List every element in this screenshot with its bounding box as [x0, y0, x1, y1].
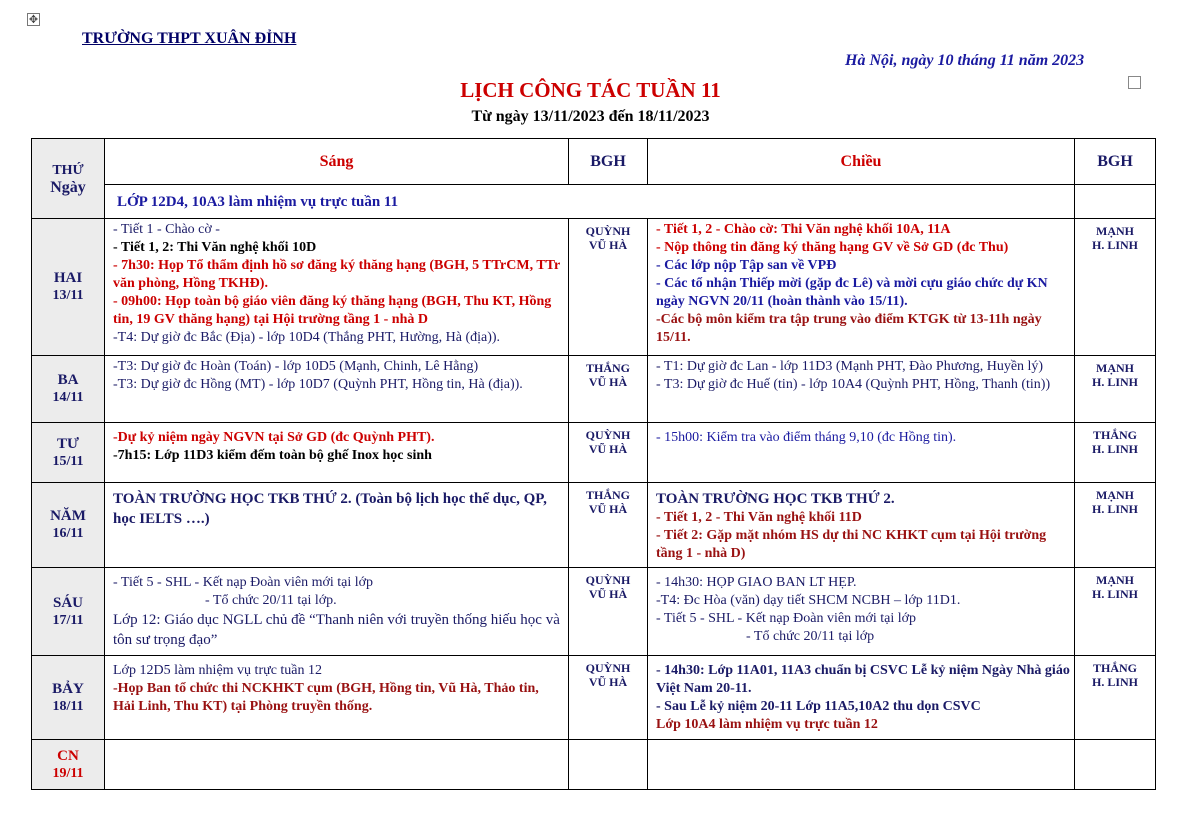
list-item: - Tiết 1, 2 - Thi Văn nghệ khối 11D: [656, 510, 862, 525]
wednesday-bgh-morning: [569, 423, 648, 483]
bgh-name: QUỲNH: [585, 224, 631, 238]
wednesday-bgh-afternoon: [1075, 423, 1156, 483]
list-item: - Tiết 1, 2 - Chào cờ: Thi Văn nghệ khối 10A, 11A: [656, 222, 951, 237]
bgh-name: H. LINH: [1091, 587, 1138, 601]
day-date: 18/11: [52, 698, 84, 714]
day-wednesday: [32, 423, 105, 483]
schedule-table: [31, 138, 1156, 790]
bgh-name: QUỲNH: [585, 573, 631, 587]
friday-afternoon: [648, 568, 1075, 656]
day-name: BA: [57, 372, 79, 388]
day-name: CN: [57, 747, 79, 764]
day-date: 15/11: [52, 453, 84, 469]
sunday-morning: [105, 740, 569, 790]
list-item: -T4: Dự giờ đc Bắc (Địa) - lớp 10D4 (Thắng PHT, Hường, Hà (địa)).: [113, 330, 501, 345]
list-item: Lớp 12D5 làm nhiệm vụ trực tuần 12: [113, 663, 323, 678]
day-name: NĂM: [50, 508, 86, 524]
saturday-bgh-afternoon: [1075, 656, 1156, 740]
day-monday: [32, 219, 105, 356]
list-item: - 15h00: Kiểm tra vào điểm tháng 9,10 (đc Hồng tin).: [656, 430, 957, 445]
bgh-name: THẮNG: [585, 361, 630, 375]
bgh-name: H. LINH: [1091, 238, 1138, 252]
bgh-name: THẮNG: [1092, 428, 1137, 442]
list-item: TOÀN TRƯỜNG HỌC TKB THỨ 2.: [656, 491, 895, 507]
day-date: 19/11: [52, 765, 84, 781]
header-day: [32, 139, 105, 219]
list-item: -7h15: Lớp 11D3 kiểm đếm toàn bộ ghế Inox học sinh: [113, 448, 432, 463]
bgh-name: MẠNH: [1096, 224, 1134, 238]
bgh-name: VŨ HÀ: [588, 502, 628, 516]
monday-afternoon: [648, 219, 1075, 356]
sunday-bgh-morning: [569, 740, 648, 790]
friday-bgh-morning: [569, 568, 648, 656]
list-item: -T3: Dự giờ đc Hồng (MT) - lớp 10D7 (Quỳnh PHT, Hồng tin, Hà (địa)).: [113, 377, 523, 392]
friday-bgh-afternoon: [1075, 568, 1156, 656]
bgh-name: QUỲNH: [585, 661, 631, 675]
friday-morning: [105, 568, 569, 656]
tuesday-bgh-morning: [569, 356, 648, 423]
list-item: - 14h30: Lớp 11A01, 11A3 chuẩn bị CSVC Lễ kỷ niệm Ngày Nhà giáo Việt Nam 20-11.: [656, 663, 1070, 696]
thursday-morning: [105, 483, 569, 568]
list-item: Lớp 10A4 làm nhiệm vụ trực tuần 12: [656, 717, 878, 732]
day-date: 17/11: [52, 612, 84, 628]
day-saturday: [32, 656, 105, 740]
header-bgh-afternoon: BGH: [1075, 139, 1156, 185]
bgh-name: MẠNH: [1096, 573, 1134, 587]
bgh-name: H. LINH: [1091, 375, 1138, 389]
list-item: Lớp 12: Giáo dục NGLL chủ đề “Thanh niên với truyền thống hiếu học và tôn sư trọng đạo”: [113, 612, 560, 648]
bgh-name: VŨ HÀ: [588, 238, 628, 252]
table-move-handle-icon[interactable]: ✥: [28, 13, 39, 26]
bgh-name: H. LINH: [1091, 502, 1138, 516]
monday-bgh-afternoon: [1075, 219, 1156, 356]
list-item: - 09h00: Họp toàn bộ giáo viên đăng ký thăng hạng (BGH, Thu KT, Hồng tin, 19 GV thăng hạng) tại Hội trường tầng 1 - nhà D: [113, 294, 552, 327]
school-name: TRƯỜNG THPT XUÂN ĐỈNH: [82, 30, 297, 47]
bgh-name: VŨ HÀ: [588, 675, 628, 689]
header-morning: Sáng: [105, 139, 569, 185]
bgh-name: MẠNH: [1096, 361, 1134, 375]
page-title: LỊCH CÔNG TÁC TUẦN 11: [460, 78, 721, 102]
bgh-name: VŨ HÀ: [588, 375, 628, 389]
list-item: - 7h30: Họp Tổ thẩm định hồ sơ đăng ký thăng hạng (BGH, 5 TTrCM, TTr văn phòng, Hồng TKHĐ).: [113, 258, 560, 291]
saturday-afternoon: [648, 656, 1075, 740]
day-sunday: [32, 740, 105, 790]
table-header-row: [32, 139, 1156, 185]
list-item: - Tổ chức 20/11 tại lớp.: [205, 593, 337, 608]
list-item: -Các bộ môn kiểm tra tập trung vào điểm KTGK từ 13-11h ngày 15/11.: [656, 312, 1042, 345]
list-item: - T3: Dự giờ đc Huế (tin) - lớp 10A4 (Quỳnh PHT, Hồng, Thanh (tin)): [656, 377, 1051, 392]
list-item: -T3: Dự giờ đc Hoàn (Toán) - lớp 10D5 (Mạnh, Chinh, Lê Hằng): [113, 359, 479, 374]
day-name: BẢY: [52, 680, 84, 697]
list-item: - Các tổ nhận Thiếp mời (gặp đc Lê) và mời cựu giáo chức dự KN ngày NGVN 20/11 (hoàn thành vào 15/11).: [656, 276, 1048, 309]
thursday-bgh-morning: [569, 483, 648, 568]
day-thursday: [32, 483, 105, 568]
day-date: 13/11: [52, 288, 84, 303]
tuesday-afternoon: [648, 356, 1075, 423]
bgh-name: QUỲNH: [585, 428, 631, 442]
tuesday-bgh-afternoon: [1075, 356, 1156, 423]
monday-morning: [105, 219, 569, 356]
day-name: TƯ: [57, 435, 79, 452]
list-item: - Tiết 1 - Chào cờ -: [113, 222, 220, 237]
table-row: [32, 656, 1156, 740]
list-item: - Tiết 5 - SHL - Kết nạp Đoàn viên mới tại lớp: [656, 611, 917, 626]
list-item: TOÀN TRƯỜNG HỌC TKB THỨ 2. (Toàn bộ lịch học thể dục, QP, học IELTS ….): [113, 491, 547, 527]
table-row: [32, 740, 1156, 790]
thursday-bgh-afternoon: [1075, 483, 1156, 568]
bgh-name: THẮNG: [585, 488, 630, 502]
wednesday-afternoon: [648, 423, 1075, 483]
bgh-name: H. LINH: [1091, 675, 1138, 689]
sunday-bgh-afternoon: [1075, 740, 1156, 790]
monday-bgh-morning: [569, 219, 648, 356]
table-row: [32, 568, 1156, 656]
header-ngay: Ngày: [50, 178, 86, 196]
list-item: - Tiết 5 - SHL - Kết nạp Đoàn viên mới tại lớp: [113, 575, 374, 590]
list-item: - Các lớp nộp Tập san về VPĐ: [656, 258, 837, 273]
page-subtitle: Từ ngày 13/11/2023 đến 18/11/2023: [471, 108, 710, 125]
list-item: - Nộp thông tin đăng ký thăng hạng GV về Sở GD (đc Thu): [656, 240, 1009, 255]
bgh-name: MẠNH: [1096, 488, 1134, 502]
list-item: -Họp Ban tổ chức thi NCKHKT cụm (BGH, Hồng tin, Vũ Hà, Thảo tin, Hải Linh, Thu KT) tại Phòng truyền thống.: [113, 681, 539, 714]
list-item: - Sau Lễ kỷ niệm 20-11 Lớp 11A5,10A2 thu dọn CSVC: [656, 699, 981, 714]
header-thu: THỨ: [52, 162, 84, 178]
day-name: SÁU: [52, 594, 83, 611]
bgh-name: H. LINH: [1091, 442, 1138, 456]
day-name: HAI: [53, 270, 83, 286]
bgh-name: THẮNG: [1092, 661, 1137, 675]
list-item: - Tiết 2: Gặp mặt nhóm HS dự thi NC KHKT cụm tại Hội trường tầng 1 - nhà D): [656, 528, 1047, 561]
list-item: - 14h30: HỌP GIAO BAN LT HẸP.: [656, 575, 857, 590]
saturday-bgh-morning: [569, 656, 648, 740]
list-item: - Tổ chức 20/11 tại lớp: [746, 629, 875, 644]
wednesday-morning: [105, 423, 569, 483]
list-item: -Dự kỷ niệm ngày NGVN tại Sở GD (đc Quỳnh PHT).: [113, 430, 435, 445]
bgh-name: VŨ HÀ: [588, 442, 628, 456]
day-date: 16/11: [52, 526, 84, 541]
thursday-afternoon: [648, 483, 1075, 568]
header-afternoon: Chiều: [648, 139, 1075, 185]
table-row: [32, 423, 1156, 483]
duty-note-row: [32, 185, 1156, 219]
table-row: [32, 483, 1156, 568]
day-friday: [32, 568, 105, 656]
list-item: - T1: Dự giờ đc Lan - lớp 11D3 (Mạnh PHT, Đào Phương, Huyền lý): [656, 359, 1044, 374]
header-bgh-morning: BGH: [569, 139, 648, 185]
sunday-afternoon: [648, 740, 1075, 790]
table-row: [32, 356, 1156, 423]
table-row: [32, 219, 1156, 356]
document-date: Hà Nội, ngày 10 tháng 11 năm 2023: [845, 52, 1085, 69]
list-item: - Tiết 1, 2: Thi Văn nghệ khối 10D: [113, 240, 317, 255]
empty-cell: [1075, 185, 1156, 219]
list-item: -T4: Đc Hòa (văn) dạy tiết SHCM NCBH – lớp 11D1.: [656, 593, 961, 608]
saturday-morning: [105, 656, 569, 740]
tuesday-morning: [105, 356, 569, 423]
bgh-name: VŨ HÀ: [588, 587, 628, 601]
day-date: 14/11: [52, 390, 84, 405]
duty-note: LỚP 12D4, 10A3 làm nhiệm vụ trực tuần 11: [105, 185, 1075, 219]
day-tuesday: [32, 356, 105, 423]
